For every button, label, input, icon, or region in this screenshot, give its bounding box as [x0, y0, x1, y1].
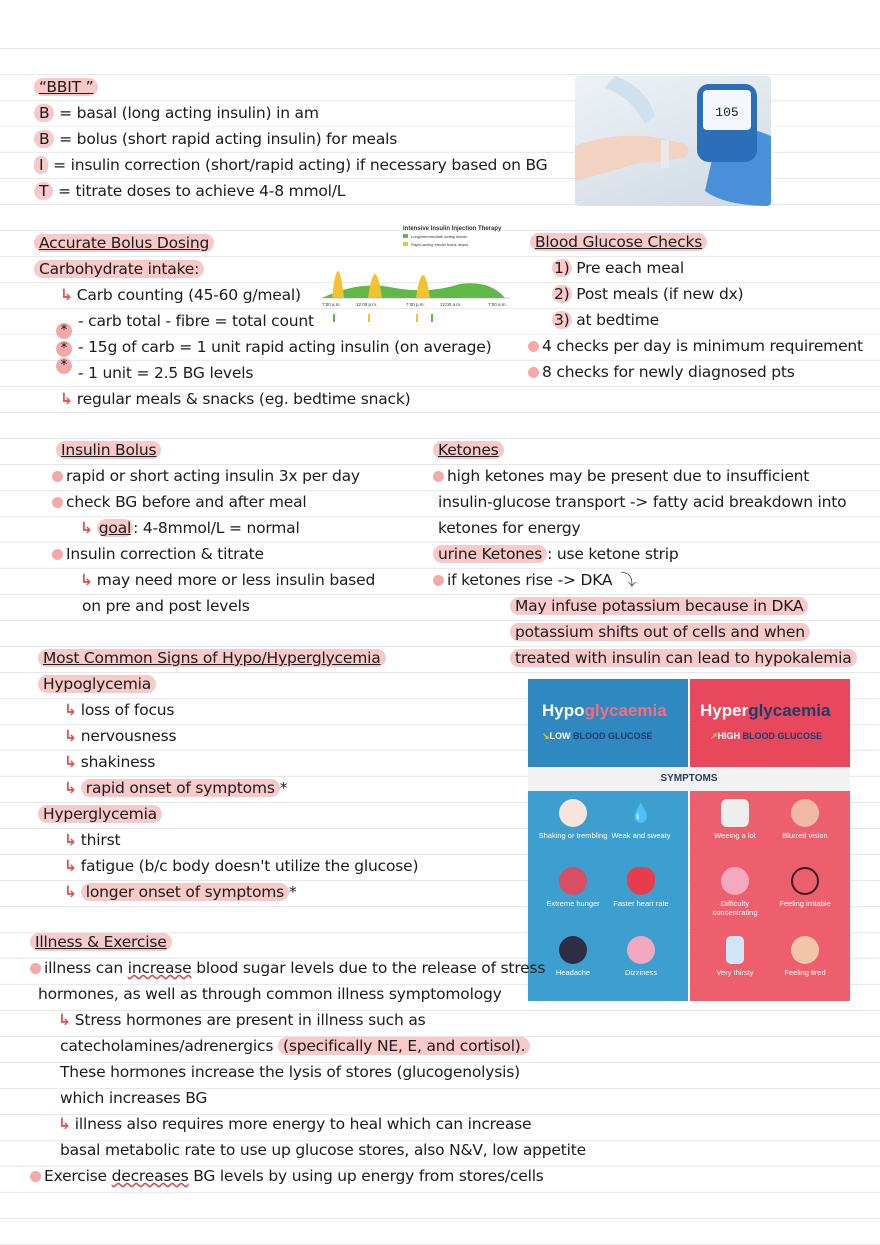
legend-long-swatch [403, 234, 408, 238]
urine-ketones-text: : use ketone strip [547, 545, 679, 563]
illness-line [58, 1009, 426, 1031]
check-text: Post meals (if new dx) [571, 285, 744, 303]
illness-line [58, 1113, 531, 1135]
chart-tick: 7:00 a.m. [488, 302, 507, 307]
insulin-therapy-chart [320, 222, 520, 330]
dka-note-text: treated with insulin can lead to hypokalemia [510, 649, 857, 667]
symptom-thirsty [700, 936, 770, 977]
symptom-sweaty [606, 799, 676, 840]
accurate-line-text: - 15g of carb = 1 unit rapid acting insulin (on average) [78, 338, 492, 356]
dka-note-text: potassium shifts out of cells and when [510, 623, 810, 641]
water-drop-icon: 💧 [629, 803, 653, 823]
check-number: 2) [554, 285, 570, 303]
accurate-line [60, 388, 410, 410]
dose-marker [431, 314, 433, 322]
bullet-text: 8 checks for newly diagnosed pts [542, 363, 795, 381]
person-tired-icon [791, 936, 819, 964]
hyper-label-text: Hyperglycemia [38, 805, 162, 823]
hypo-sub-b: BLOOD GLUCOSE [570, 731, 653, 741]
symptom-weeing [700, 799, 770, 840]
symptoms-bar: SYMPTOMS [528, 767, 850, 791]
signs-heading [38, 647, 386, 669]
up-arrow-icon: ↗ [710, 731, 718, 741]
hypo-header [528, 679, 688, 767]
illness-heading-text: Illness & Exercise [30, 933, 172, 951]
arrow-icon: ↳ [80, 519, 93, 537]
hyper-sign [64, 855, 418, 877]
scribble-icon [791, 867, 819, 895]
person-blurred-icon [791, 799, 819, 827]
rapid-dose-peak [332, 271, 344, 298]
glucose-meter-illustration [575, 76, 771, 206]
increase-word: increase [127, 959, 192, 977]
symptom-tired [770, 936, 840, 977]
dose-marker [333, 314, 335, 322]
goal-text: : 4-8mmol/L = normal [133, 519, 300, 537]
arrow-icon: ↳ [60, 390, 73, 408]
bbit-title-text: “BBIT ” [34, 78, 98, 96]
bullet-dot [528, 341, 539, 352]
symptom-text: Weeing a lot [714, 831, 756, 840]
bbit-line [34, 102, 319, 124]
bolus-line-text: Insulin correction & titrate [66, 545, 264, 563]
hypo-sub-a: LOW [549, 731, 571, 741]
legend-rapid: Rapid-acting insulin bolus doses [411, 242, 469, 247]
star-mark: * [279, 779, 288, 797]
bullet-dot [52, 497, 63, 508]
illness-text: illness also requires more energy to heal which can increase [74, 1115, 532, 1133]
symptom-text: Feeling irritable [779, 899, 831, 908]
accurate-heading [34, 232, 214, 254]
dka-text: if ketones rise -> DKA [447, 571, 613, 589]
brain-icon [627, 936, 655, 964]
bbit-text: = titrate doses to achieve 4-8 mmol/L [53, 182, 346, 200]
symptom-concentrating [700, 867, 770, 917]
down-arrow-icon: ↘ [542, 731, 550, 741]
hyper-title-b: glycaemia [748, 701, 831, 720]
accurate-line [78, 310, 314, 332]
ketones-line-text: ketones for energy [438, 519, 581, 537]
accurate-line-text: - 1 unit = 2.5 BG levels [78, 364, 254, 382]
heart-icon [627, 867, 655, 895]
insulin-bolus-heading [56, 439, 161, 461]
illness-text: basal metabolic rate to use up glucose stores, also N&V, low appetite [60, 1141, 586, 1159]
symptom-blurred-vision [770, 799, 840, 840]
bbit-letter: B [34, 104, 54, 122]
symptom-heart-rate [606, 867, 676, 908]
glucose-check-bullet [528, 361, 795, 383]
stress-hormones-highlight: (specifically NE, E, and cortisol). [278, 1037, 530, 1055]
illness-line [30, 957, 545, 979]
bbit-text: = insulin correction (short/rapid acting) if necessary based on BG [48, 156, 548, 174]
dka-line [433, 569, 636, 591]
glucose-check-item [552, 309, 659, 331]
glass-icon [726, 936, 744, 964]
illness-text: catecholamines/adrenergics [60, 1037, 278, 1055]
bbit-letter: T [34, 182, 53, 200]
symptom-text: Weak and sweaty [611, 831, 671, 840]
bolus-line-text: on pre and post levels [82, 597, 250, 615]
symptom-text: Headache [555, 968, 591, 977]
hypo-symptoms [528, 791, 688, 1001]
bullet-dot [433, 575, 444, 586]
ketones-line-text: insulin-glucose transport -> fatty acid breakdown into [438, 493, 847, 511]
dka-note-text: May infuse potassium because in DKA [510, 597, 808, 615]
symptom-hunger [538, 867, 608, 908]
glucose-meter-photo [575, 76, 771, 206]
star-icon: * [56, 323, 72, 339]
insulin-chart-svg [320, 222, 520, 330]
sign-text: shakiness [80, 753, 156, 771]
exercise-text: Exercise [44, 1167, 112, 1185]
arrow-icon: ↳ [58, 1115, 71, 1133]
bolus-line-text: may need more or less insulin based [96, 571, 376, 589]
urine-ketones-label: urine Ketones [433, 545, 547, 563]
check-text: at bedtime [571, 311, 659, 329]
illness-text: illness can [44, 959, 128, 977]
goal-label: goal [98, 519, 132, 537]
hyper-subtitle [710, 731, 822, 742]
sign-text: loss of focus [80, 701, 175, 719]
hands-icon [559, 799, 587, 827]
bullet-dot [528, 367, 539, 378]
hyper-title [700, 701, 830, 721]
glucose-check-item [552, 283, 743, 305]
illness-text: which increases BG [60, 1089, 208, 1107]
dka-note [510, 621, 810, 643]
hyper-sign [64, 829, 120, 851]
onset-text: longer onset of symptoms [81, 883, 289, 901]
decreases-word: decreases [111, 1167, 189, 1185]
symptom-text: Blurred vision [782, 831, 828, 840]
rapid-dose-peak [368, 274, 382, 298]
illness-text: blood sugar levels due to the release of stress [191, 959, 546, 977]
urine-ketones-line [433, 543, 679, 565]
hypo-hyper-infographic [528, 679, 850, 1001]
bbit-line [34, 154, 548, 176]
ketones-line [438, 517, 581, 539]
bolus-line [82, 595, 250, 617]
chart-title: Intensive Insulin Injection Therapy [403, 226, 502, 232]
hypo-sign [64, 699, 174, 721]
glucose-check-item [552, 257, 684, 279]
person-eating-icon [559, 867, 587, 895]
accurate-line-text: regular meals & snacks (eg. bedtime snack) [76, 390, 411, 408]
glucose-checks-heading [530, 231, 707, 253]
star-icon: * [56, 341, 72, 357]
symptom-text: Faster heart rate [613, 899, 669, 908]
carb-intake-label [34, 260, 204, 278]
bbit-text: = basal (long acting insulin) in am [54, 104, 319, 122]
illness-line [60, 1035, 530, 1057]
arrow-icon: ↳ [64, 831, 77, 849]
arrow-icon: ↳ [58, 1011, 71, 1029]
bullet-dot [433, 471, 444, 482]
long-acting-curve [322, 283, 505, 298]
bbit-text: = bolus (short rapid acting insulin) for meals [54, 130, 398, 148]
hypo-subtitle [542, 731, 653, 742]
onset-text: rapid onset of symptoms [81, 779, 280, 797]
arrow-icon: ↳ [64, 753, 77, 771]
star-icon: * [56, 358, 72, 374]
illness-heading [30, 931, 172, 953]
hypo-title [542, 701, 667, 721]
bolus-line [52, 543, 264, 565]
symptom-irritable [770, 867, 840, 908]
meter-reading: 105 [715, 105, 739, 120]
hyper-label [38, 803, 162, 825]
hypo-title-b: glycaemia [584, 701, 667, 720]
arrow-icon: ↳ [64, 857, 77, 875]
bullet-text: 4 checks per day is minimum requirement [542, 337, 863, 355]
hyper-symptoms [690, 791, 850, 1001]
bbit-line [34, 180, 345, 202]
bolus-line [52, 465, 360, 487]
accurate-line [78, 362, 253, 384]
arrow-icon: ↳ [80, 571, 93, 589]
hypo-label-text: Hypoglycemia [38, 675, 156, 693]
bbit-letter: I [34, 156, 48, 174]
star-mark: * [289, 883, 297, 901]
bullet-dot [30, 1171, 41, 1182]
legend-long: Long/intermediate-acting insulin [411, 234, 468, 239]
illness-text: hormones, as well as through common illness symptomology [38, 985, 502, 1003]
hyper-sub-a: HIGH [717, 731, 741, 741]
illness-line [60, 1087, 207, 1109]
hypo-sign [64, 725, 176, 747]
accurate-line [60, 284, 301, 306]
arrow-icon: ↳ [64, 883, 77, 901]
ketones-line [438, 491, 846, 513]
insulin-bolus-heading-text: Insulin Bolus [56, 441, 161, 459]
check-text: Pre each meal [571, 259, 684, 277]
hypo-title-a: Hypo [542, 701, 585, 720]
accurate-heading-text: Accurate Bolus Dosing [34, 234, 214, 252]
arrow-icon: ↳ [64, 779, 77, 797]
bolus-goal-line [80, 517, 300, 539]
symptom-text: Extreme hunger [546, 899, 600, 908]
arrow-icon: ↳ [64, 701, 77, 719]
bolus-line [52, 491, 307, 513]
chart-tick: 7:00 a.m. [322, 302, 341, 307]
chart-tick: 12:00 a.m. [440, 302, 462, 307]
bullet-dot [30, 963, 41, 974]
bbit-line [34, 128, 397, 150]
dose-marker [368, 314, 370, 322]
hyper-onset [64, 881, 297, 903]
bolus-line-text: check BG before and after meal [66, 493, 307, 511]
hyper-header [690, 679, 850, 767]
accurate-line-text: Carb counting (45-60 g/meal) [76, 286, 301, 304]
hyper-sub-b: BLOOD GLUCOSE [740, 731, 823, 741]
dka-note [510, 647, 857, 669]
hyper-title-a: Hyper [700, 701, 749, 720]
glucose-check-bullet [528, 335, 863, 357]
hypo-label [38, 673, 156, 695]
symptom-shaking [538, 799, 608, 840]
bolus-line [80, 569, 375, 591]
glucose-checks-heading-text: Blood Glucose Checks [530, 233, 707, 251]
hypo-sign [64, 751, 155, 773]
toilet-icon [721, 799, 749, 827]
curved-arrow-icon: ⤵ [620, 571, 636, 589]
exercise-text: BG levels by using up energy from stores/cells [188, 1167, 544, 1185]
dose-marker [416, 314, 418, 322]
sign-text: nervousness [80, 727, 177, 745]
symptom-text: Dizziness [624, 968, 658, 977]
bolus-line-text: rapid or short acting insulin 3x per day [66, 467, 360, 485]
legend-rapid-swatch [403, 242, 408, 246]
illness-line [60, 1139, 586, 1161]
ketones-heading-text: Ketones [433, 441, 504, 459]
ketones-line-text: high ketones may be present due to insufficient [447, 467, 810, 485]
symptom-text: Very thirsty [716, 968, 754, 977]
accurate-line-text: - carb total - fibre = total count [78, 312, 314, 330]
ketones-heading [433, 439, 504, 461]
symptom-text: Shaking or trembling [538, 831, 608, 840]
sign-text: fatigue (b/c body doesn't utilize the glucose) [80, 857, 419, 875]
ketones-line [433, 465, 809, 487]
symptom-text: Difficulty concentrating [712, 899, 758, 917]
accurate-line [78, 336, 491, 358]
carb-intake-colon: : [194, 260, 200, 278]
illness-line [60, 1061, 520, 1083]
hypo-onset [64, 777, 287, 799]
chart-tick: 12:00 p.m. [356, 302, 378, 307]
arrow-icon: ↳ [64, 727, 77, 745]
carb-intake-line [34, 258, 204, 280]
bbit-title [34, 76, 98, 98]
check-number: 1) [554, 259, 570, 277]
symptom-dizziness [606, 936, 676, 977]
exercise-line [30, 1165, 544, 1187]
signs-heading-text: Most Common Signs of Hypo/Hyperglycemia [38, 649, 386, 667]
illness-text: Stress hormones are present in illness such as [74, 1011, 426, 1029]
illness-line [38, 983, 502, 1005]
chart-tick: 7:00 p.m. [406, 302, 425, 307]
person-headache-icon [559, 936, 587, 964]
rapid-dose-peak [416, 275, 430, 298]
dka-note [510, 595, 808, 617]
bullet-dot [52, 549, 63, 560]
symptom-headache [538, 936, 608, 977]
confused-brain-icon [721, 867, 749, 895]
check-number: 3) [554, 311, 570, 329]
symptom-text: Feeling tired [784, 968, 826, 977]
illness-text: These hormones increase the lysis of stores (glucogenolysis) [60, 1063, 520, 1081]
bullet-dot [52, 471, 63, 482]
arrow-icon: ↳ [60, 286, 73, 304]
carb-intake-text: Carbohydrate intake [39, 260, 195, 278]
sign-text: thirst [80, 831, 121, 849]
bbit-letter: B [34, 130, 54, 148]
